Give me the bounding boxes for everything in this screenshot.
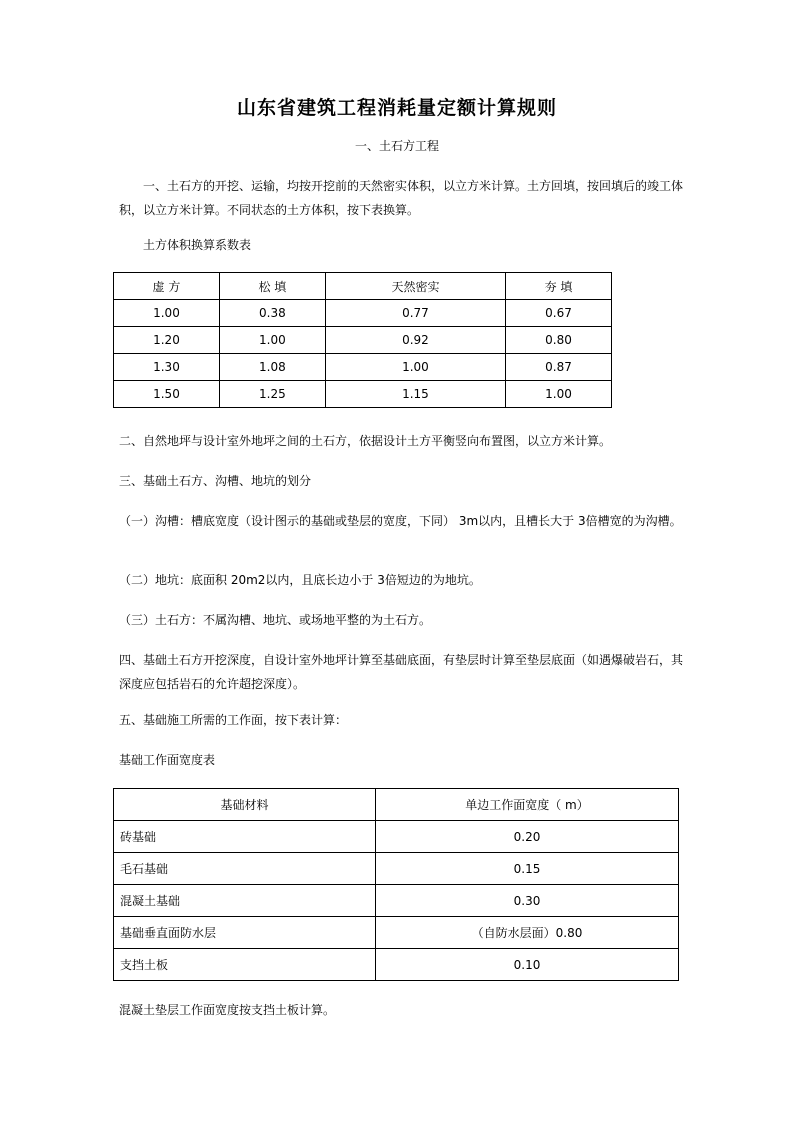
table-row [114,917,679,949]
table-cell: 毛石基础 [114,853,376,885]
table-header-cell: 虚 方 [114,273,220,300]
table-row [114,885,679,917]
document-title: 山东省建筑工程消耗量定额计算规则 [236,97,557,119]
table-cell: 1.25 [219,381,325,408]
section-heading: 一、土石方工程 [354,139,439,153]
table-row [114,300,612,327]
table-cell: 1.50 [114,381,220,408]
paragraph-6: （三）土石方：不属沟槽、地坑、或场地平整的为土石方。 [119,613,432,627]
table-cell: 砖基础 [114,821,376,853]
paragraph-2: 二、自然地坪与设计室外地坪之间的土石方，依据设计土方平衡竖向布置图，以立方米计算。 [119,434,612,448]
table-row [114,381,612,408]
table-cell: 0.15 [376,853,679,885]
table-cell: 0.87 [506,354,612,381]
table-cell: 1.00 [114,300,220,327]
table-row [114,853,679,885]
paragraph-5: （二）地坑：底面积 20m2以内，且底长边小于 3倍短边的为地坑。 [119,573,481,587]
table-row [114,821,679,853]
table-header-row [114,789,679,821]
table-cell: 1.20 [114,327,220,354]
foundation-working-face-table [113,788,679,981]
paragraph-3: 三、基础土石方、沟槽、地坑的划分 [119,474,312,488]
table-cell: 0.67 [506,300,612,327]
table-cell: 0.92 [325,327,505,354]
table-cell: 1.15 [325,381,505,408]
soil-volume-conversion-table [113,272,612,408]
paragraph-8: 五、基础施工所需的工作面，按下表计算： [119,713,348,727]
table-header-cell: 松 填 [219,273,325,300]
table-cell: 1.00 [219,327,325,354]
table-cell: 1.00 [506,381,612,408]
table-row [114,354,612,381]
paragraph-7: 四、基础土石方开挖深度，自设计室外地坪计算至基础底面，有垫层时计算至垫层底面（如遇爆破岩石，其深度应包括岩石的允许超挖深度）。 [119,653,684,691]
table-cell: 混凝土基础 [114,885,376,917]
table-cell: 支挡土板 [114,949,376,981]
table-cell: 1.08 [219,354,325,381]
table-cell: 0.10 [376,949,679,981]
table-header-cell: 基础材料 [114,789,376,821]
table-header-cell: 单边工作面宽度（ m） [376,789,679,821]
table2-caption: 基础工作面宽度表 [119,753,216,767]
table-cell: 0.80 [506,327,612,354]
table-row [114,327,612,354]
paragraph-1: 一、土石方的开挖、运输，均按开挖前的天然密实体积，以立方米计算。土方回填，按回填后的竣工体积，以立方米计算。不同状态的土方体积，按下表换算。 [119,179,684,217]
paragraph-9: 混凝土垫层工作面宽度按支挡土板计算。 [119,1003,336,1017]
table-header-cell: 天然密实 [325,273,505,300]
table-cell: 1.30 [114,354,220,381]
table1-caption: 土方体积换算系数表 [143,238,252,252]
table-cell: （自防水层面）0.80 [376,917,679,949]
table-header-cell: 夯 填 [506,273,612,300]
table-cell: 0.30 [376,885,679,917]
table-cell: 1.00 [325,354,505,381]
table-cell: 0.38 [219,300,325,327]
table-cell: 0.20 [376,821,679,853]
table-cell: 基础垂直面防水层 [114,917,376,949]
table-row [114,949,679,981]
table-header-row [114,273,612,300]
paragraph-4: （一）沟槽：槽底宽度（设计图示的基础或垫层的宽度，下同） 3m以内，且槽长大于 3倍槽宽的为沟槽。 [119,514,682,528]
table-cell: 0.77 [325,300,505,327]
